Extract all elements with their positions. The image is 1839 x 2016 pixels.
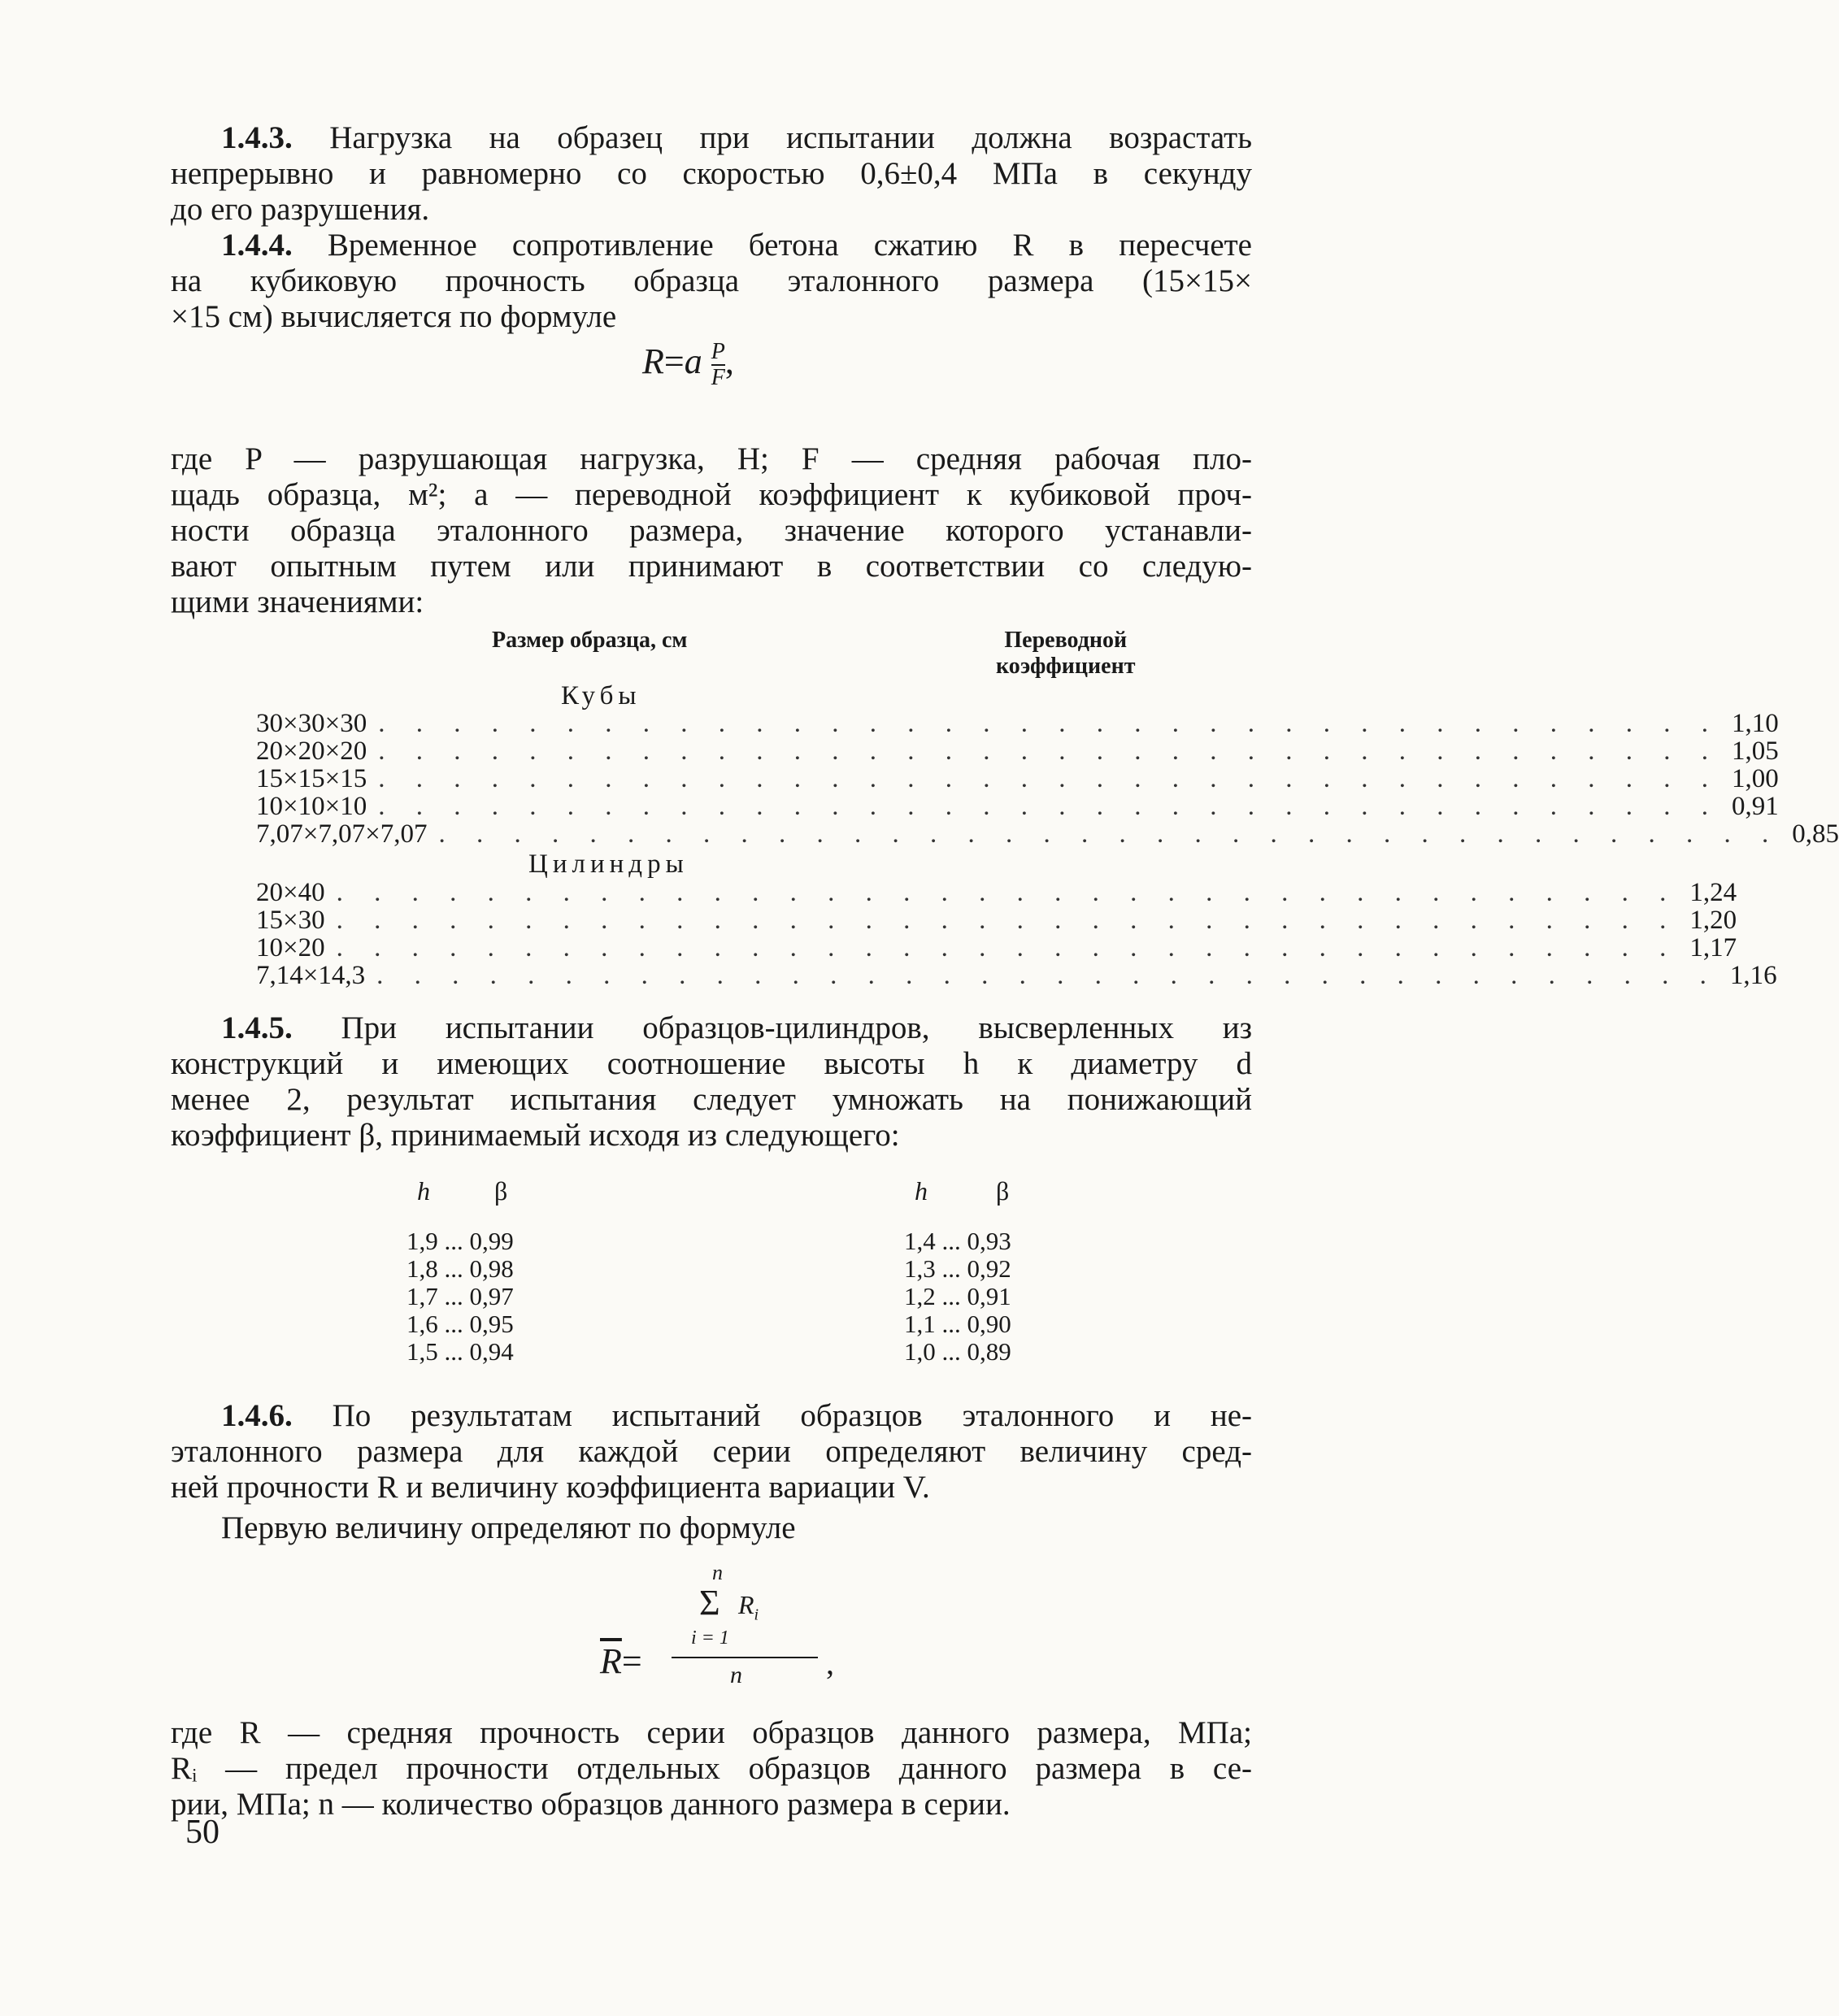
table2-right-row: 1,0 ... 0,89 <box>904 1337 1011 1366</box>
formula-explanation-2: где R — средняя прочность серии образцов данного размера, МПа; Rᵢ — предел прочности отдельных образцов данного размера в се- рии, МПа; n — количество образцов данного размера в серии. <box>171 1715 1252 1822</box>
section-1-4-4 <box>171 228 1252 335</box>
table2-left-row: 1,7 ... 0,97 <box>406 1282 514 1310</box>
table2-left-row: 1,8 ... 0,98 <box>406 1254 514 1283</box>
formula-explanation-1: где P — разрушающая нагрузка, Н; F — средняя рабочая пло- щадь образца, м²; a — переводной коэффициент к кубиковой проч- ности образца эталонного размера, значение которого устанавли- вают опытным путем или принимают в соответствии со следую- щими значениями: <box>171 441 1252 619</box>
table2-right-row: 1,4 ... 0,93 <box>904 1227 1011 1255</box>
table-row: 20×20×20 . . . . . . . . . . . . . . . . . . . . . . . . . . . . . . . . . . . . 1,05 <box>256 736 1779 766</box>
section-1-4-4-line2: на кубиковую прочность образца эталонного размера (15×15× <box>171 263 1252 298</box>
fraction: $\frac{P}{F}$ <box>711 339 725 390</box>
table-row: 10×10×10 . . . . . . . . . . . . . . . . . . . . . . . . . . . . . . . . . . . . 0,91 <box>256 792 1779 821</box>
table2-right-row: 1,2 ... 0,91 <box>904 1282 1011 1310</box>
table-header-coef: Переводной коэффициент <box>996 628 1136 679</box>
table-row: 15×30 . . . . . . . . . . . . . . . . . . . . . . . . . . . . . . . . . . . . 1,20 <box>256 906 1737 935</box>
table2-left-row: 1,5 ... 0,94 <box>406 1337 514 1366</box>
table2-header-beta-right: β <box>996 1176 1010 1206</box>
table2-header-h-right: h <box>915 1176 928 1206</box>
section-1-4-6: 1.4.6. По результатам испытаний образцов эталонного и не- эталонного размера для каждой серии определяют величину сред- ней прочности R и величину коэффициента вариации V. Первую величину определяют по формуле <box>171 1398 1252 1545</box>
table-row: 10×20 . . . . . . . . . . . . . . . . . . . . . . . . . . . . . . . . . . . . 1,17 <box>256 933 1737 962</box>
formula-mean-strength: $\overline{R}=$ n Σ $R_i$ i = 1 n , <box>600 1561 834 1688</box>
section-1-4-5-line1: 1.4.5. При испытании образцов-цилиндров, высверленных из <box>221 1010 1252 1045</box>
table-row: 30×30×30 . . . . . . . . . . . . . . . . . . . . . . . . . . . . . . . . . . . . 1,10 <box>256 709 1779 738</box>
section-1-4-6-line1: 1.4.6. По результатам испытаний образцов эталонного и не- <box>221 1398 1252 1433</box>
section-number: 1.4.6. <box>221 1398 293 1433</box>
table2-left-row: 1,9 ... 0,99 <box>406 1227 514 1255</box>
section-1-4-3-line3: до его разрушения. <box>171 192 430 227</box>
section-1-4-3 <box>171 120 1252 228</box>
section-1-4-3-line1: 1.4.3. Нагрузка на образец при испытании должна возрастать <box>221 120 1253 155</box>
table2-header-beta-left: β <box>494 1176 508 1206</box>
table2-header-h-left: h <box>417 1176 430 1206</box>
formula-strength: R=a $\frac{P}{F}$ , <box>642 339 734 390</box>
table-row: 15×15×15 . . . . . . . . . . . . . . . . . . . . . . . . . . . . . . . . . . . . 1,00 <box>256 764 1779 793</box>
table-row: 7,14×14,3 . . . . . . . . . . . . . . . . . . . . . . . . . . . . . . . . . . . . 1,16 <box>256 961 1777 990</box>
table2-right-row: 1,3 ... 0,92 <box>904 1254 1011 1283</box>
table-header-size: Размер образца, см <box>492 628 688 653</box>
table-group-cylinders: Цилиндры <box>528 849 689 879</box>
table-row: 7,07×7,07×7,07 . . . . . . . . . . . . . . . . . . . . . . . . . . . . . . . . . . . . 0,85 <box>256 819 1839 849</box>
section-number: 1.4.5. <box>221 1010 293 1045</box>
table2-left-row: 1,6 ... 0,95 <box>406 1310 514 1338</box>
table-row: 20×40 . . . . . . . . . . . . . . . . . . . . . . . . . . . . . . . . . . . . 1,24 <box>256 878 1737 907</box>
table2-right-row: 1,1 ... 0,90 <box>904 1310 1011 1338</box>
page-number: 50 <box>185 1814 220 1851</box>
section-number: 1.4.3. <box>221 120 293 155</box>
section-1-4-4-line1: 1.4.4. Временное сопротивление бетона сжатию R в пересчете <box>221 228 1252 263</box>
section-1-4-3-line2: непрерывно и равномерно со скоростью 0,6±0,4 МПа в секунду <box>171 156 1252 191</box>
section-1-4-5: 1.4.5. При испытании образцов-цилиндров, высверленных из конструкций и имеющих соотношение высоты h к диаметру d менее 2, результат испытания следует умножать на понижающий коэффициент β, принимаемый исходя из следующего: <box>171 1010 1252 1153</box>
section-1-4-4-line3: ×15 см) вычисляется по формуле <box>171 299 617 334</box>
table-group-cubes: Кубы <box>561 681 641 710</box>
section-number: 1.4.4. <box>221 228 293 263</box>
